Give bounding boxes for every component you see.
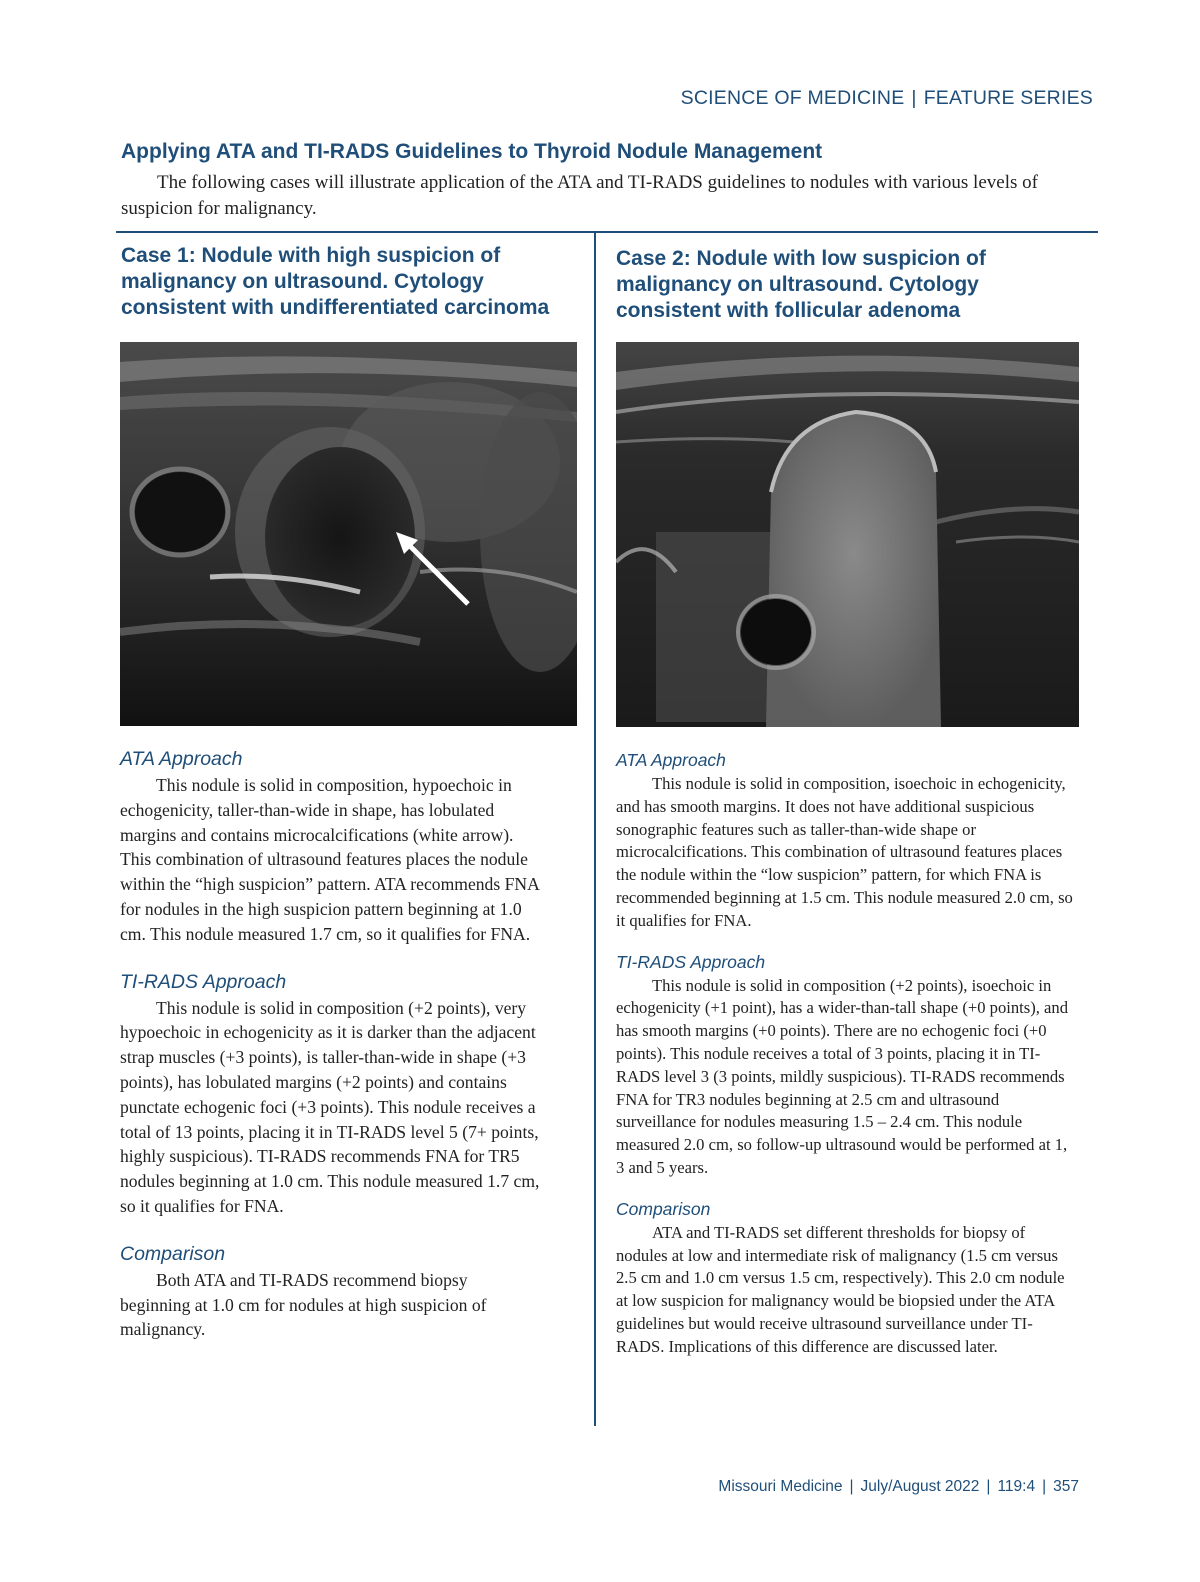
case2-body xyxy=(616,750,1078,1359)
header-series: FEATURE SERIES xyxy=(923,87,1093,109)
column-divider xyxy=(594,233,596,1426)
case1-ata-heading: ATA Approach xyxy=(120,748,243,770)
header-separator: | xyxy=(911,87,917,109)
case2-tirads-heading: TI-RADS Approach xyxy=(616,951,766,972)
footer-issue: July/August 2022 xyxy=(860,1478,980,1495)
page-number: 357 xyxy=(1053,1478,1079,1495)
case1-tirads-text: This nodule is solid in composition (+2 points), very hypoechoic in echogenicity as it is darker than the adjacent strap muscles (+3 points), is taller-than-wide in shape (+3 points), has lobulated margins (+2 points) and contains punctate echogenic foci (+3 points). This nodule receives a total of 13 points, placing it in TI-RADS level 5 (7+ points, highly suspicious). TI-RADS recommends FNA for TR5 nodules beginning at 1.0 cm. This nodule measured 1.7 cm, so it qualifies for FNA. xyxy=(120,997,540,1216)
case2-ultrasound-image xyxy=(616,342,1079,727)
case2-tirads-text: This nodule is solid in composition (+2 points), isoechoic in echogenicity (+1 point), has a wider-than-tall shape (+0 points), and has smooth margins (+0 points). There are no echogenic foci (+0 points). This nodule receives a total of 3 points, placing it in TI-RADS level 3 (3 points, mildly suspicious). TI-RADS recommends FNA for TR3 nodules beginning at 2.5 cm and ultrasound surveillance for nodules measuring 1.5 – 2.4 cm. This nodule measured 2.0 cm, so follow-up ultrasound would be performed at 1, 3 and 5 years. xyxy=(616,975,1068,1177)
header-section: SCIENCE OF MEDICINE xyxy=(680,87,905,109)
case2-comparison-heading: Comparison xyxy=(616,1198,711,1219)
case2-comparison-text: ATA and TI-RADS set different thresholds for biopsy of nodules at low and intermediate risk of malignancy (1.5 cm versus 2.5 cm and 1.0 cm versus 1.5 cm, respectively). This 2.0 cm nodule at low suspicion for malignancy would be biopsied under the ATA guidelines but would receive ultrasound surveillance under TI-RADS. Implications of this difference are discussed later. xyxy=(616,1222,1065,1356)
page-footer: Missouri Medicine | July/August 2022 | 119:4 | 357 xyxy=(718,1478,1079,1495)
case1-tirads-heading: TI-RADS Approach xyxy=(120,970,287,993)
case1-title: Case 1: Nodule with high suspicion of malignancy on ultrasound. Cytology consistent with undifferentiated carcinoma xyxy=(121,244,550,319)
case1-comparison-text: Both ATA and TI-RADS recommend biopsy beginning at 1.0 cm for nodules at high suspicion of malignancy. xyxy=(120,1269,487,1340)
article-title: Applying ATA and TI-RADS Guidelines to Thyroid Nodule Management xyxy=(121,140,823,163)
intro-paragraph: The following cases will illustrate application of the ATA and TI-RADS guidelines to nodules with various levels of suspicion for malignancy. xyxy=(121,172,1038,219)
footer-volume: 119:4 xyxy=(997,1478,1036,1495)
case1-ultrasound-image xyxy=(120,342,577,726)
case2-title: Case 2: Nodule with low suspicion of malignancy on ultrasound. Cytology consistent with follicular adenoma xyxy=(616,247,986,322)
case1-ata-text: This nodule is solid in composition, hypoechoic in echogenicity, taller-than-wide in shape, has lobulated margins and contains microcalcifications (white arrow). This combination of ultrasound features places the nodule within the “high suspicion” pattern. ATA recommends FNA for nodules in the high suspicion pattern beginning at 1.0 cm. This nodule measured 1.7 cm, so it qualifies for FNA. xyxy=(120,775,539,944)
case1-body xyxy=(120,748,540,1342)
case1-comparison-heading: Comparison xyxy=(120,1242,226,1265)
running-header xyxy=(681,87,1093,110)
footer-journal: Missouri Medicine xyxy=(718,1478,843,1495)
case2-ata-text: This nodule is solid in composition, isoechoic in echogenicity, and has smooth margins. It does not have additional suspicious sonographic features such as taller-than-wide shape or microcalcifications. This combination of ultrasound features places the nodule within the “low suspicion” pattern, for which FNA is recommended beginning at 1.5 cm. This nodule measured 2.0 cm, so it qualifies for FNA. xyxy=(616,774,1073,930)
horizontal-divider xyxy=(116,231,1098,233)
case2-ata-heading: ATA Approach xyxy=(616,750,726,770)
